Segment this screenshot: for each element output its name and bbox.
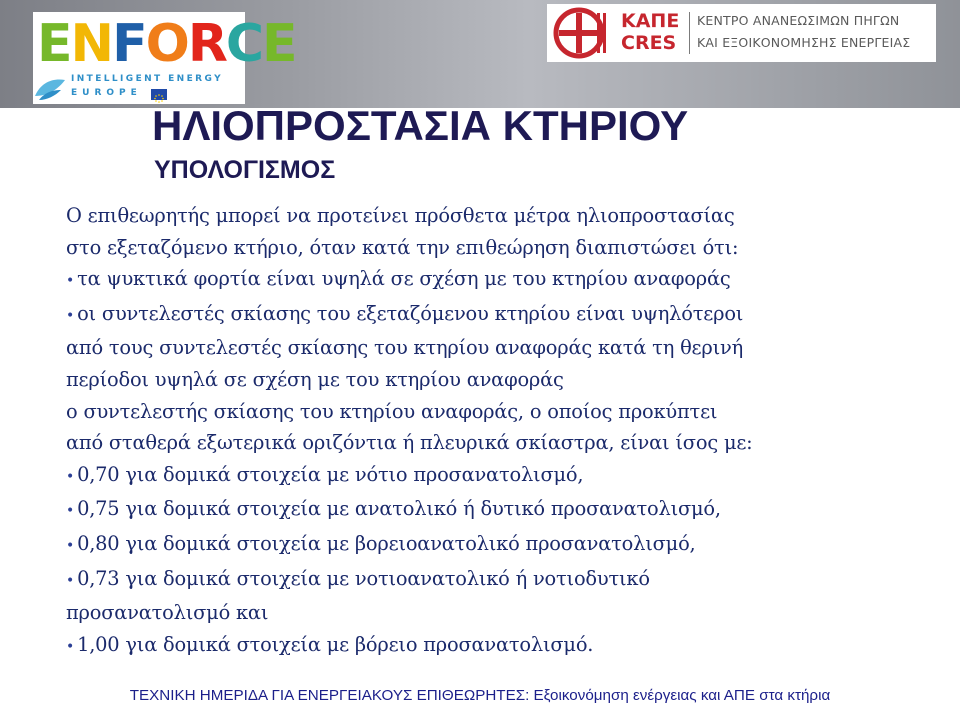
enforce-letter: C: [225, 14, 263, 74]
slide-footer: ΤΕΧΝΙΚΗ ΗΜΕΡΙΔΑ ΓΙΑ ΕΝΕΡΓΕΙΑΚΟΥΣ ΕΠΙΘΕΩΡΗΤΕΣ: Εξοικονόμηση ενέργειας και ΑΠΕ στα κτήρια: [0, 681, 960, 711]
body-line: προσανατολισμό και: [66, 601, 269, 625]
intelligent-energy-text: INTELLIGENT ENERGY: [71, 74, 223, 84]
cres-name-line2: ΚΑΙ ΕΞΟΙΚΟΝΟΜΗΣΗΣ ΕΝΕΡΓΕΙΑΣ: [697, 35, 911, 50]
cres-text: CRES: [621, 32, 677, 54]
bullet-item: • οι συντελεστές σκίασης του εξεταζόμενου κτηρίου είναι υψηλότεροι: [66, 301, 744, 325]
enforce-wordmark: [37, 14, 296, 74]
cres-divider: [689, 12, 690, 54]
bullet-item: • 0,75 για δομικά στοιχεία με ανατολικό ή δυτικό προσανατολισμό,: [66, 497, 721, 521]
bullet-icon: •: [66, 638, 75, 655]
body-line: στο εξεταζόμενο κτήριο, όταν κατά την επιθεώρηση διαπιστώσει ότι:: [66, 235, 739, 259]
kape-text: ΚΑΠΕ: [621, 10, 680, 32]
body-line: περίοδοι υψηλά σε σχέση με του κτηρίου αναφοράς: [66, 367, 564, 391]
bullet-item: • 1,00 για δομικά στοιχεία με βόρειο προσανατολισμό.: [66, 632, 594, 656]
enforce-letter: E: [262, 14, 296, 74]
slide-body: [66, 200, 946, 663]
bullet-item: • τα ψυκτικά φορτία είναι υψηλά σε σχέση με του κτηρίου αναφοράς: [66, 267, 731, 291]
header-bar: [0, 0, 960, 108]
europe-text: EUROPE: [71, 88, 142, 98]
enforce-logo: [33, 12, 296, 104]
bullet-item: • 0,80 για δομικά στοιχεία με βορειοανατολικό προσανατολισμό,: [66, 531, 696, 555]
body-line: από τους συντελεστές σκίασης του κτηρίου αναφοράς κατά τη θερινή: [66, 336, 743, 360]
cres-emblem-icon: [549, 7, 613, 59]
bullet-icon: •: [66, 273, 75, 290]
cres-name-line1: ΚΕΝΤΡΟ ΑΝΑΝΕΩΣΙΜΩΝ ΠΗΓΩΝ: [697, 13, 900, 28]
bullet-icon: •: [66, 503, 75, 520]
slide-title: ΗΛΙΟΠΡΟΣΤΑΣΙΑ ΚΤΗΡΙΟΥ: [152, 102, 689, 149]
bullet-icon: •: [66, 537, 75, 554]
bullet-item: • 0,73 για δομικά στοιχεία με νοτιοανατολικό ή νοτιοδυτικό: [66, 566, 650, 590]
intelligent-energy-leaf-icon: [33, 74, 67, 104]
enforce-letter: O: [145, 14, 188, 74]
enforce-letter: R: [187, 14, 226, 74]
bullet-icon: •: [66, 572, 75, 589]
body-line: ο συντελεστής σκίασης του κτηρίου αναφοράς, ο οποίος προκύπτει: [66, 399, 718, 423]
body-line: από σταθερά εξωτερικά οριζόντια ή πλευρικά σκίαστρα, είναι ίσος με:: [66, 431, 753, 455]
bullet-icon: •: [66, 468, 75, 485]
slide-subtitle: ΥΠΟΛΟΓΙΣΜΟΣ: [154, 156, 336, 184]
body-line: Ο επιθεωρητής μπορεί να προτείνει πρόσθετα μέτρα ηλιοπροστασίας: [66, 204, 735, 227]
enforce-letter: N: [70, 14, 113, 74]
enforce-letter: E: [37, 14, 71, 74]
cres-logo: [547, 4, 936, 62]
bullet-item: • 0,70 για δομικά στοιχεία με νότιο προσανατολισμό,: [66, 462, 584, 486]
enforce-letter: F: [112, 14, 146, 74]
bullet-icon: •: [66, 307, 75, 324]
